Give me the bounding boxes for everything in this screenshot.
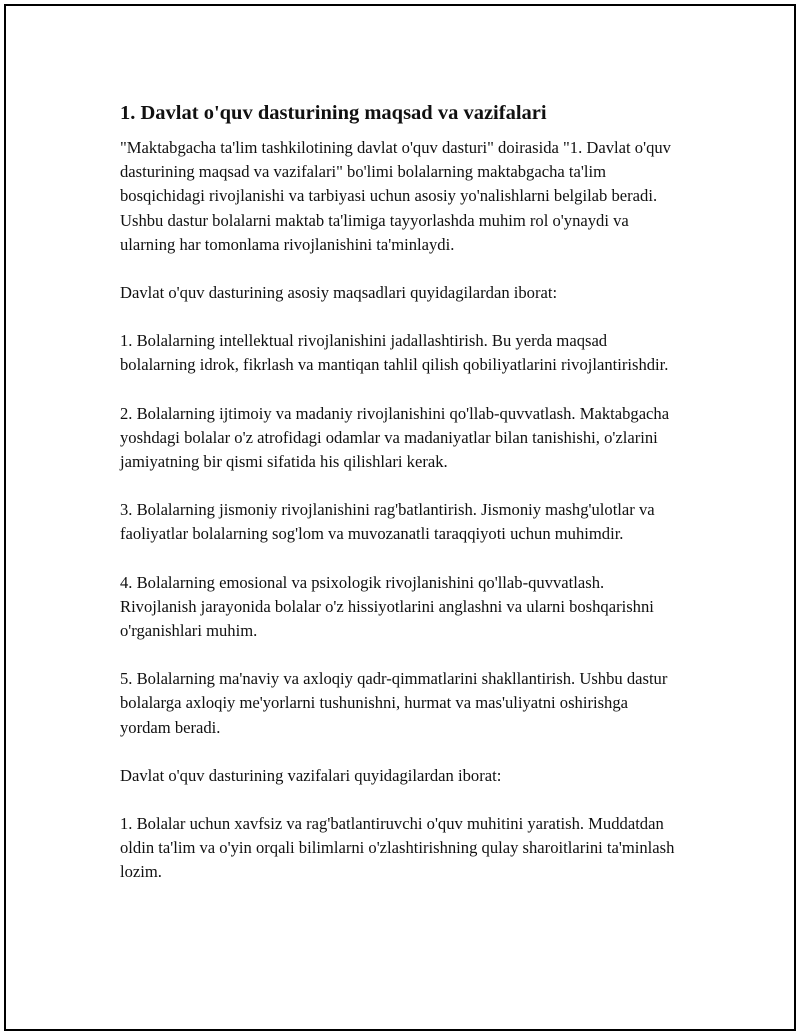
goal-item-3: 3. Bolalarning jismoniy rivojlanishini rag'batlantirish. Jismoniy mashg'ulotlar va faoliyatlar bolalarning sog'lom va muvozanatli taraqqiyoti uchun muhimdir. xyxy=(120,500,655,544)
task-item-1: 1. Bolalar uchun xavfsiz va rag'batlantiruvchi o'quv muhitini yaratish. Muddatdan oldin ta'lim va o'yin orqali bilimlarni o'zlashtirishning qulay sharoitlarini ta'minlash lozim. xyxy=(120,814,675,882)
document-body xyxy=(120,100,680,909)
goal-item-1: 1. Bolalarning intellektual rivojlanishini jadallashtirish. Bu yerda maqsad bolalarning idrok, fikrlash va mantiqan tahlil qilish qobiliyatlarini rivojlantirishdir. xyxy=(120,331,669,375)
tasks-heading-paragraph: Davlat o'quv dasturining vazifalari quyidagilardan iborat: xyxy=(120,765,502,785)
goals-heading-paragraph: Davlat o'quv dasturining asosiy maqsadlari quyidagilardan iborat: xyxy=(120,283,558,303)
goal-item-5: 5. Bolalarning ma'naviy va axloqiy qadr-qimmatlarini shakllantirish. Ushbu dastur bolalarga axloqiy me'yorlarni tushunishni, hurmat va mas'uliyatni oshirishga yordam beradi. xyxy=(120,669,668,737)
intro-paragraph: "Maktabgacha ta'lim tashkilotining davlat o'quv dasturi" doirasida "1. Davlat o'quv dasturining maqsad va vazifalari" bo'limi bolalarning maktabgacha ta'lim bosqichidagi rivojlanishi va tarbiyasi uchun asosiy yo'nalishlarni belgilab beradi. Ushbu dastur bolalarni maktab ta'limiga tayyorlashda muhim rol o'ynaydi va ularning har tomonlama rivojlanishini ta'minlaydi. xyxy=(120,138,671,254)
goal-item-2: 2. Bolalarning ijtimoiy va madaniy rivojlanishini qo'llab-quvvatlash. Maktabgacha yoshdagi bolalar o'z atrofidagi odamlar va madaniyatlar bilan tanishishi, o'zlarini jamiyatning bir qismi sifatida his qilishlari kerak. xyxy=(120,403,670,472)
goal-item-4: 4. Bolalarning emosional va psixologik rivojlanishini qo'llab-quvvatlash. Rivojlanish jarayonida bolalar o'z hissiyotlarini anglashni va ularni boshqarishni o'rganishlari muhim. xyxy=(120,572,654,641)
document-title: 1. Davlat o'quv dasturining maqsad va vazifalari xyxy=(120,102,547,124)
page-frame xyxy=(4,4,796,1031)
